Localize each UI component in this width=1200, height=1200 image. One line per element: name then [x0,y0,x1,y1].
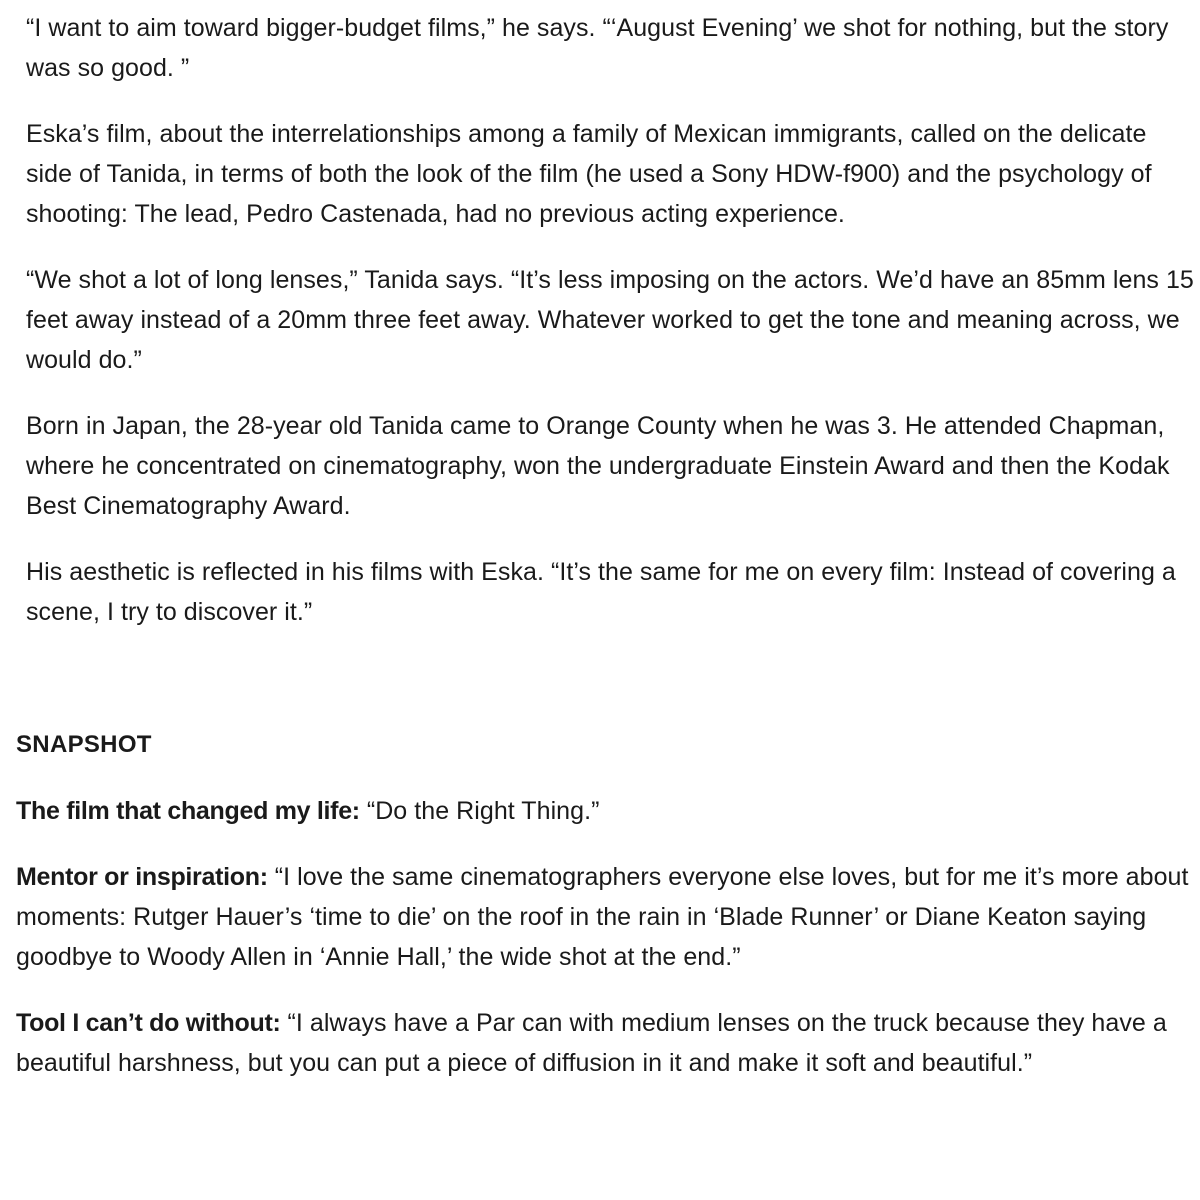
article-body [26,8,1198,658]
article-paragraph: “I want to aim toward bigger-budget films,” he says. “‘August Evening’ we shot for nothing, but the story was so good. ” [26,14,1169,82]
snapshot-heading: SNAPSHOT [16,731,152,758]
snapshot-item-film [16,791,1198,831]
snapshot-item-label: Tool I can’t do without: [16,1009,281,1037]
snapshot-item-label: Mentor or inspiration: [16,863,268,891]
snapshot-item-mentor [16,857,1198,977]
article-paragraph: His aesthetic is reflected in his films with Eska. “It’s the same for me on every film: Instead of covering a scene, I try to discover it.” [26,558,1176,626]
article-paragraph: “We shot a lot of long lenses,” Tanida says. “It’s less imposing on the actors. We’d have an 85mm lens 15 feet away instead of a 20mm three feet away. Whatever worked to get the tone and meaning across, we would do.” [26,266,1194,374]
article-paragraph: Born in Japan, the 28-year old Tanida came to Orange County when he was 3. He attended Chapman, where he concentrated on cinematography, won the undergraduate Einstein Award and then the Kodak Best Cinematography Award. [26,412,1170,520]
snapshot-item-text: “I always have a Par can with medium lenses on the truck because they have a beautiful harshness, but you can put a piece of diffusion in it and make it soft and beautiful.” [16,1009,1167,1077]
article-paragraph: Eska’s film, about the interrelationships among a family of Mexican immigrants, called on the delicate side of Tanida, in terms of both the look of the film (he used a Sony HDW-f900) and the psychology of shooting: The lead, Pedro Castenada, had no previous acting experience. [26,120,1152,228]
snapshot-item-tool [16,1003,1198,1083]
snapshot-item-label: The film that changed my life: [16,797,360,825]
snapshot-section [16,725,1198,1109]
snapshot-item-text: “Do the Right Thing.” [359,797,600,825]
snapshot-item-text: “I love the same cinematographers everyone else loves, but for me it’s more about moments: Rutger Hauer’s ‘time to die’ on the roof in the rain in ‘Blade Runner’ or Diane Keaton saying goodbye to Woody Allen in ‘Annie Hall,’ the wide shot at the end.” [16,863,1189,971]
